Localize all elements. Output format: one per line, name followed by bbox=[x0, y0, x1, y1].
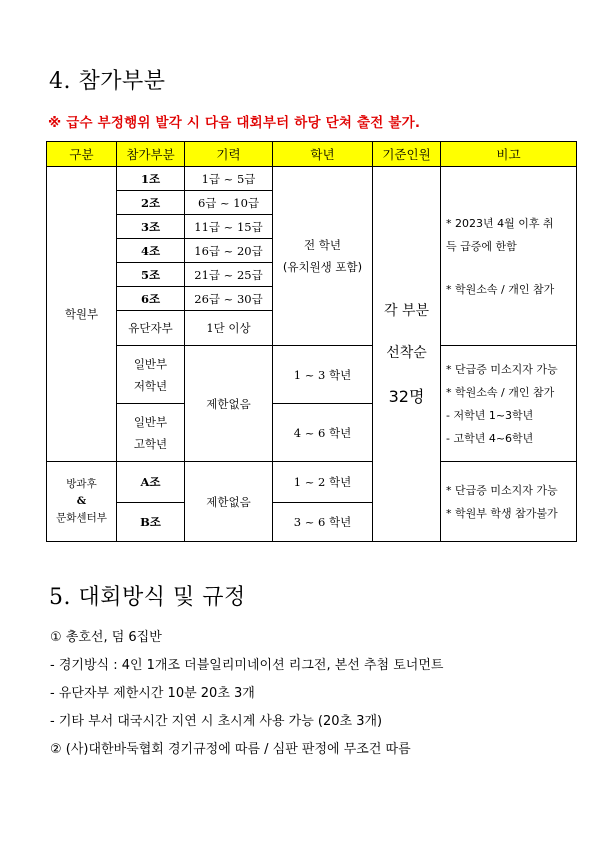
general-note: * 학원소속 / 개인 참가 bbox=[446, 385, 555, 399]
group-level: 1단 이상 bbox=[185, 311, 273, 346]
afterschool-label-line3: 문화센터부 bbox=[56, 512, 107, 524]
group-name: 4조 bbox=[117, 239, 185, 263]
general-high-line2: 고학년 bbox=[133, 436, 168, 451]
general-notes-cell bbox=[441, 346, 577, 462]
group-name: 5조 bbox=[117, 263, 185, 287]
general-note: - 저학년 1~3학년 bbox=[446, 408, 534, 422]
afterschool-group-a: A조 bbox=[117, 462, 185, 503]
warning-notice: ※ 급수 부정행위 발각 시 다음 대회부터 하당 단쳐 출전 불가. bbox=[48, 115, 421, 131]
table-header-row bbox=[47, 142, 577, 167]
header-remarks: 비고 bbox=[441, 142, 577, 167]
general-high-cell bbox=[117, 404, 185, 462]
afterschool-category-cell bbox=[47, 462, 117, 542]
afterschool-note: * 단급증 미소지자 가능 bbox=[446, 483, 558, 497]
afterschool-label-line1: 방과후 bbox=[66, 478, 97, 490]
header-level: 기력 bbox=[185, 142, 273, 167]
group-name: 3조 bbox=[117, 215, 185, 239]
group-name: 1조 bbox=[117, 167, 185, 191]
section-5-title: 5. 대회방식 및 규정 bbox=[49, 585, 246, 610]
general-low-cell bbox=[117, 346, 185, 404]
general-low-line1: 일반부 bbox=[133, 356, 168, 371]
header-division: 참가부분 bbox=[117, 142, 185, 167]
academy-category-cell: 학원부 bbox=[47, 167, 117, 462]
rule-item: - 경기방식 : 4인 1개조 더블일리미네이션 리그전, 본선 추첨 토너먼트 bbox=[50, 658, 444, 673]
capacity-cell bbox=[373, 167, 441, 542]
academy-grade-cell bbox=[273, 167, 373, 346]
table-row bbox=[47, 346, 577, 375]
capacity-line1: 각 부분 bbox=[383, 303, 430, 319]
rule-item: ① 총호선, 덤 6집반 bbox=[50, 630, 162, 645]
group-level: 16급 ~ 20급 bbox=[185, 239, 273, 263]
afterschool-label-line2: & bbox=[76, 495, 87, 507]
general-high-grade: 4 ~ 6 학년 bbox=[273, 404, 373, 462]
header-capacity: 기준인원 bbox=[373, 142, 441, 167]
academy-note2: * 학원소속 / 개인 참가 bbox=[446, 282, 555, 296]
table-row bbox=[47, 462, 577, 502]
table-row bbox=[47, 167, 577, 191]
header-category: 구분 bbox=[47, 142, 117, 167]
group-name: 유단자부 bbox=[117, 311, 185, 346]
afterschool-level-cell: 제한없음 bbox=[185, 462, 273, 542]
rule-item: - 유단자부 제한시간 10분 20초 3개 bbox=[50, 686, 255, 701]
afterschool-grade-a: 1 ~ 2 학년 bbox=[273, 462, 373, 503]
general-low-grade: 1 ~ 3 학년 bbox=[273, 346, 373, 404]
rule-item: - 기타 부서 대국시간 지연 시 초시계 사용 가능 (20초 3개) bbox=[50, 714, 383, 729]
afterschool-grade-b: 3 ~ 6 학년 bbox=[273, 503, 373, 542]
afterschool-note: * 학원부 학생 참가불가 bbox=[446, 506, 558, 520]
academy-grade-line2: (유치원생 포함) bbox=[282, 260, 363, 274]
participation-table bbox=[46, 141, 577, 542]
group-level: 26급 ~ 30급 bbox=[185, 287, 273, 311]
afterschool-notes-cell bbox=[441, 462, 577, 542]
academy-notes-cell bbox=[441, 167, 577, 346]
capacity-line2: 선착순 bbox=[386, 345, 427, 361]
general-level-cell: 제한없음 bbox=[185, 346, 273, 462]
header-grade: 학년 bbox=[273, 142, 373, 167]
capacity-line3: 32명 bbox=[388, 387, 425, 406]
academy-note1-line1: * 2023년 4월 이후 취 bbox=[446, 216, 554, 230]
afterschool-group-b: B조 bbox=[117, 503, 185, 542]
group-level: 1급 ~ 5급 bbox=[185, 167, 273, 191]
general-high-line1: 일반부 bbox=[133, 414, 168, 429]
section-4-title: 4. 참가부분 bbox=[49, 69, 166, 94]
academy-note1-line2: 득 급증에 한함 bbox=[446, 239, 517, 253]
general-note: * 단급증 미소지자 가능 bbox=[446, 362, 558, 376]
group-name: 2조 bbox=[117, 191, 185, 215]
group-level: 11급 ~ 15급 bbox=[185, 215, 273, 239]
rule-item: ② (사)대한바둑협회 경기규정에 따름 / 심판 판정에 무조건 따름 bbox=[50, 742, 411, 757]
general-low-line2: 저학년 bbox=[133, 378, 168, 393]
group-level: 6급 ~ 10급 bbox=[185, 191, 273, 215]
academy-grade-line1: 전 학년 bbox=[304, 238, 341, 252]
general-note: - 고학년 4~6학년 bbox=[446, 431, 534, 445]
group-name: 6조 bbox=[117, 287, 185, 311]
group-level: 21급 ~ 25급 bbox=[185, 263, 273, 287]
